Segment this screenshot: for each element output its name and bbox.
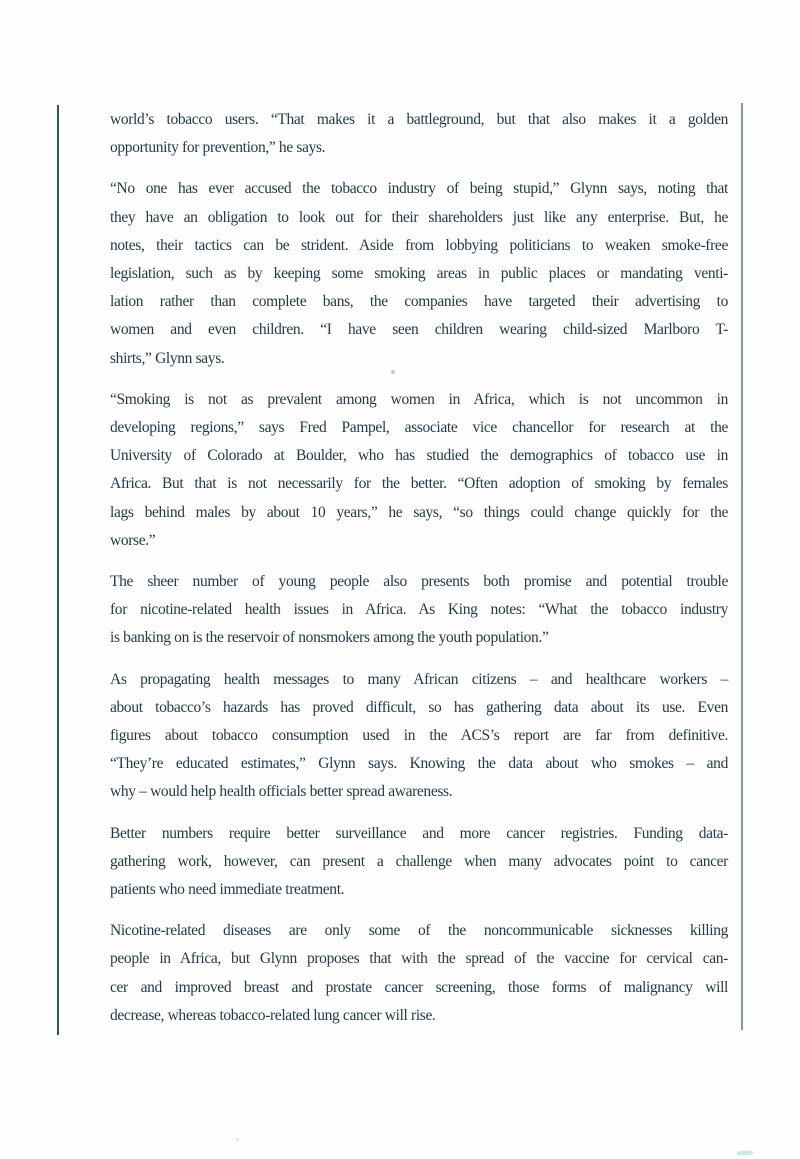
- text-line: Better numbers require better surveillance and more cancer registries. Funding data-: [110, 824, 728, 842]
- text-line: they have an obligation to look out for their shareholders just like any enterprise. But, he: [110, 208, 728, 226]
- text-line: Nicotine-related diseases are only some of the noncommunicable sicknesses killing: [110, 922, 728, 940]
- text-line: cer and improved breast and prostate cancer screening, those forms of malignancy will: [110, 978, 728, 996]
- text-line: University of Colorado at Boulder, who has studied the demographics of tobacco use in: [110, 447, 728, 465]
- text-line: lags behind males by about 10 years,” he says, “so things could change quickly for the: [110, 503, 728, 521]
- text-line: Africa. But that is not necessarily for the better. “Often adoption of smoking by females: [110, 475, 728, 493]
- paragraph: [110, 917, 728, 1030]
- text-line: lation rather than complete bans, the companies have targeted their advertising to: [110, 293, 728, 311]
- text-line: “No one has ever accused the tobacco industry of being stupid,” Glynn says, noting that: [110, 180, 728, 198]
- paragraph: [110, 175, 728, 372]
- text-line: about tobacco’s hazards has proved difficult, so has gathering data about its use. Even: [110, 698, 728, 716]
- text-line: “Smoking is not as prevalent among women in Africa, which is not uncommon in: [110, 390, 728, 408]
- paragraph: [110, 386, 728, 555]
- left-page-fold-line: [57, 105, 59, 1035]
- text-line: worse.”: [110, 531, 156, 549]
- body-text: [110, 0, 728, 1043]
- paragraph: [110, 820, 728, 905]
- text-line: world’s tobacco users. “That makes it a battleground, but that also makes it a golden: [110, 111, 728, 128]
- text-line: The sheer number of young people also presents both promise and potential trouble: [110, 573, 728, 591]
- paragraph: [110, 666, 728, 807]
- text-line: gathering work, however, can present a challenge when many advocates point to cancer: [110, 852, 728, 870]
- text-line: decrease, whereas tobacco-related lung cancer will rise.: [110, 1006, 436, 1024]
- scan-speck: [236, 1138, 239, 1141]
- scan-artifact-mark: [737, 1150, 753, 1155]
- paragraph: [110, 106, 728, 162]
- right-page-edge-line: [741, 103, 743, 1030]
- text-line: developing regions,” says Fred Pampel, associate vice chancellor for research at the: [110, 419, 728, 437]
- paragraph: [110, 568, 728, 653]
- text-line: opportunity for prevention,” he says.: [110, 139, 326, 157]
- text-line: for nicotine-related health issues in Africa. As King notes: “What the tobacco industry: [110, 601, 728, 619]
- text-line: legislation, such as by keeping some smoking areas in public places or mandating venti-: [110, 265, 728, 283]
- scan-speck: [391, 370, 395, 374]
- text-line: why – would help health officials better spread awareness.: [110, 783, 453, 801]
- text-line: is banking on is the reservoir of nonsmokers among the youth population.”: [110, 629, 549, 647]
- text-line: women and even children. “I have seen children wearing child-sized Marlboro T-: [110, 321, 728, 339]
- text-line: “They’re educated estimates,” Glynn says. Knowing the data about who smokes – and: [110, 755, 728, 773]
- text-line: figures about tobacco consumption used in the ACS’s report are far from definitive.: [110, 727, 728, 745]
- text-line: shirts,” Glynn says.: [110, 349, 225, 367]
- text-line: notes, their tactics can be strident. Aside from lobbying politicians to weaken smoke-free: [110, 236, 728, 254]
- text-line: patients who need immediate treatment.: [110, 881, 345, 899]
- text-line: people in Africa, but Glynn proposes that with the spread of the vaccine for cervical can-: [110, 950, 728, 968]
- text-line: As propagating health messages to many African citizens – and healthcare workers –: [110, 670, 728, 688]
